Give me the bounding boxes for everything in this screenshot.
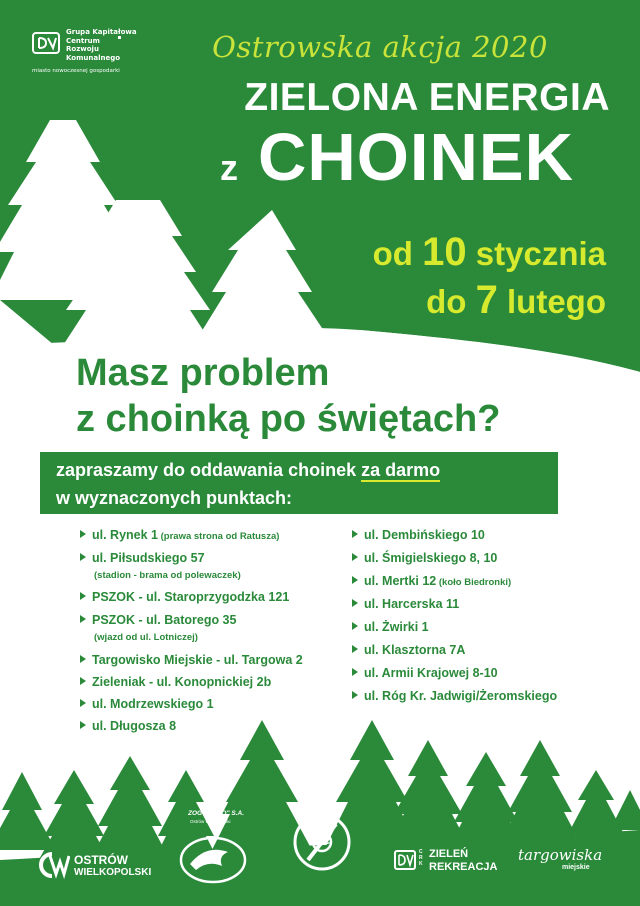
headline xyxy=(76,350,596,442)
point-main: ul. Dembińskiego 10 xyxy=(364,528,485,542)
partner-logos xyxy=(0,810,640,906)
point-main: ul. Żwirki 1 xyxy=(364,620,429,634)
ostrow-emblem-icon xyxy=(36,850,70,880)
date-to xyxy=(426,278,606,323)
ozc-label: OZC xyxy=(313,837,330,846)
invite-line-2: w wyznaczonych punktach: xyxy=(56,488,293,508)
organizer-line-2: Centrum xyxy=(66,36,100,45)
point-main: ul. Śmigielskiego 8, 10 xyxy=(364,551,498,565)
point-note: (koło Biedronki) xyxy=(436,577,512,588)
date-from-month: stycznia xyxy=(475,235,606,272)
crk-logo-icon xyxy=(32,32,60,54)
date-from-prefix: od xyxy=(372,235,413,272)
zielen-line-1: ZIELEŃ xyxy=(429,848,469,860)
point-main: ul. Klasztorna 7A xyxy=(364,643,466,657)
ostrow-logo xyxy=(36,850,156,884)
organizer-name xyxy=(66,28,137,62)
date-from xyxy=(373,230,606,275)
organizer-tagline: miasto nowoczesnej gospodarki xyxy=(32,68,120,74)
zogo-name: ZOGO "MZO" S.A. xyxy=(188,810,244,817)
invite-band xyxy=(40,452,558,514)
targowiska-logo xyxy=(518,846,608,886)
point-main: Zieleniak - ul. Konopnickiej 2b xyxy=(92,675,272,689)
title-z: z xyxy=(220,147,238,188)
invite-free-highlight: za darmo xyxy=(361,460,441,480)
ostrow-line-2: WIELKOPOLSKI xyxy=(74,867,152,878)
organizer-line-4: Komunalnego xyxy=(66,53,121,62)
invite-line-1 xyxy=(56,456,440,484)
crk-label: CRK xyxy=(419,849,423,867)
organizer-line-3: Rozwoju xyxy=(66,45,99,53)
zogo-tagline: Ostrów Wielkopolski xyxy=(190,819,231,824)
headline-line-2: z choinką po świętach? xyxy=(76,398,501,440)
headline-line-1: Masz problem xyxy=(76,352,330,394)
zogo-emblem-icon xyxy=(178,830,248,886)
title-zielona-energia: ZIELONA ENERGIA xyxy=(244,76,610,119)
logo-dot xyxy=(118,36,121,39)
invite-text xyxy=(56,456,440,512)
point-note: (prawa strona od Ratusza) xyxy=(158,531,280,542)
targowiska-sub: miejskie xyxy=(562,864,590,871)
point-main: ul. Róg Kr. Jadwigi/Żeromskiego xyxy=(364,689,558,703)
date-to-day: 7 xyxy=(475,278,498,322)
point-main: ul. Armii Krajowej 8-10 xyxy=(364,666,498,680)
point-main: ul. Piłsudskiego 57 xyxy=(92,551,205,565)
point-sub-note: (wjazd od ul. Lotniczej) xyxy=(94,632,198,643)
title-choinek: CHOINEK xyxy=(258,120,574,195)
zielen-line-2: REKREACJA xyxy=(429,861,498,873)
ozc-logo xyxy=(290,810,354,874)
point-main: ul. Harcerska 11 xyxy=(364,597,460,611)
invite-line-1-text: zapraszamy do oddawania choinek xyxy=(56,460,362,480)
campaign-script-title: Ostrowska akcja 2020 xyxy=(212,30,548,64)
crk-small-icon xyxy=(394,850,416,870)
date-from-day: 10 xyxy=(422,230,467,274)
point-main: ul. Modrzewskiego 1 xyxy=(92,697,214,711)
ostrow-line-1: OSTRÓW xyxy=(74,853,128,867)
organizer-line-1: Grupa Kapitałowa xyxy=(66,28,137,36)
zogo-logo xyxy=(178,810,254,894)
point-main: PSZOK - ul. Batorego 35 xyxy=(92,613,237,627)
point-main: ul. Mertki 12 xyxy=(364,574,437,588)
targowiska-main: targowiska xyxy=(518,846,603,864)
date-to-prefix: do xyxy=(426,283,467,320)
point-main: Targowisko Miejskie - ul. Targowa 2 xyxy=(92,653,303,667)
point-sub-note: (stadion - brama od polewaczek) xyxy=(94,570,241,581)
point-main: ul. Rynek 1 xyxy=(92,528,158,542)
date-to-month: lutego xyxy=(507,283,606,320)
organizer-logo xyxy=(32,28,142,78)
point-main: ul. Długosza 8 xyxy=(92,719,177,733)
zielen-rekreacja-logo xyxy=(394,848,504,888)
point-main: PSZOK - ul. Staroprzygodzka 121 xyxy=(92,590,290,604)
